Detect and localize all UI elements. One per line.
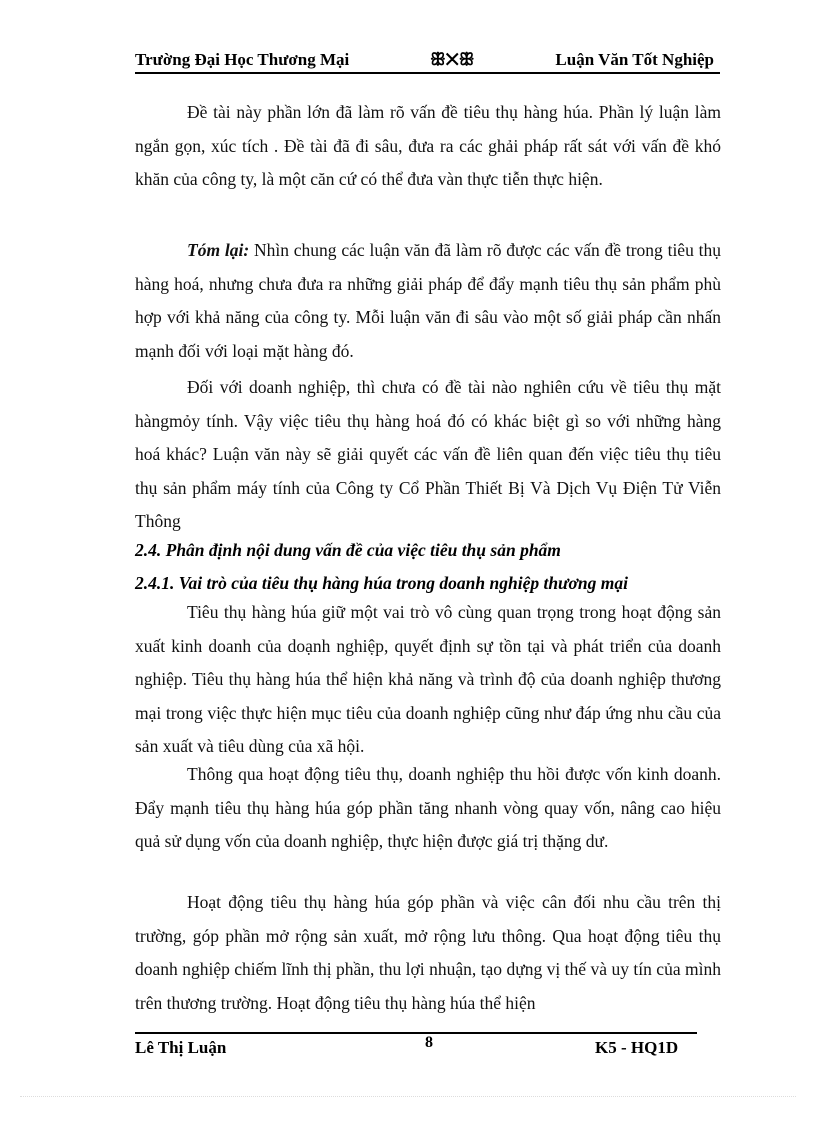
paragraph-3: Đối với doanh nghiệp, thì chưa có đề tài nào nghiên cứu về tiêu thụ mặt hàngmỏy tính. Vậy việc tiêu thụ hàng hoá đó có khác biệt gì so với những hàng hoá khác? Luận văn này sẽ giải quyết các vấn đề liên quan đến việc tiêu thụ tiêu thụ sản phẩm máy tính của Công ty Cổ Phần Thiết Bị Và Dịch Vụ Điện Tử Viễn Thông	[135, 377, 721, 531]
running-header	[135, 46, 720, 72]
header-rule	[135, 72, 720, 74]
header-school: Trường Đại Học Thương Mại	[135, 50, 350, 69]
paragraph-1: Đề tài này phần lớn đã làm rõ vấn đề tiêu thụ hàng húa. Phần lý luận làm ngắn gọn, xúc tích . Đề tài đã đi sâu, đưa ra các ghải pháp rất sát với vấn đề khó khăn của công ty, là một căn cứ có thể đưa vàn thực tiễn thực hiện.	[135, 102, 721, 189]
footer-class-code: K5 - HQ1D	[595, 1038, 679, 1057]
section-heading-2-4: 2.4. Phân định nội dung vấn đề của việc tiêu thụ sản phẩm	[135, 540, 561, 560]
paragraph-2-text: Nhìn chung các luận văn đã làm rõ được các vấn đề trong tiêu thụ hàng hoá, nhưng chưa đưa ra những giải pháp để đẩy mạnh tiêu thụ sản phẩm phù hợp với khả năng của công ty. Mỗi luận văn đi sâu vào một số giải pháp cần nhấn mạnh đối với loại mặt hàng đó.	[135, 240, 721, 361]
footer-rule	[135, 1032, 697, 1034]
summary-lead: Tóm lại:	[187, 240, 250, 260]
section-heading-2-4-1: 2.4.1. Vai trò của tiêu thụ hàng húa trong doanh nghiệp thương mại	[135, 573, 629, 593]
paragraph-5: Thông qua hoạt động tiêu thụ, doanh nghiệp thu hồi được vốn kinh doanh. Đẩy mạnh tiêu thụ hàng húa góp phần tăng nhanh vòng quay vốn, nâng cao hiệu quả sử dụng vốn của doanh nghiệp, thực hiện được giá trị thặng dư.	[135, 764, 721, 851]
header-ornament: ꕥ✕ꕥ	[430, 50, 475, 69]
paragraph-6: Hoạt động tiêu thụ hàng húa góp phần và việc cân đối nhu cầu trên thị trường, góp phần mở rộng sản xuất, mở rộng lưu thông. Qua hoạt động tiêu thụ doanh nghiệp chiếm lĩnh thị phần, thu lợi nhuận, tạo dựng vị thế và uy tín của mình trên thương trường. Hoạt động tiêu thụ hàng húa thể hiện	[135, 892, 721, 1013]
page-number: 8	[425, 1034, 433, 1051]
footer-author: Lê Thị Luận	[135, 1038, 227, 1057]
header-title: Luận Văn Tốt Nghiệp	[555, 50, 714, 69]
paragraph-2	[135, 234, 721, 368]
page-bottom-edge	[20, 1096, 796, 1097]
paragraph-4: Tiêu thụ hàng húa giữ một vai trò vô cùng quan trọng trong hoạt động sản xuất kinh doanh của doạnh nghiệp, quyết định sự tồn tại và phát triển của doanh nghiệp. Tiêu thụ hàng húa thể hiện khả năng và trình độ của doanh nghiệp thương mại trong việc thực hiện mục tiêu của doanh nghiệp cũng như đáp ứng nhu cầu của sản xuất và tiêu dùng của xã hội.	[135, 602, 721, 756]
